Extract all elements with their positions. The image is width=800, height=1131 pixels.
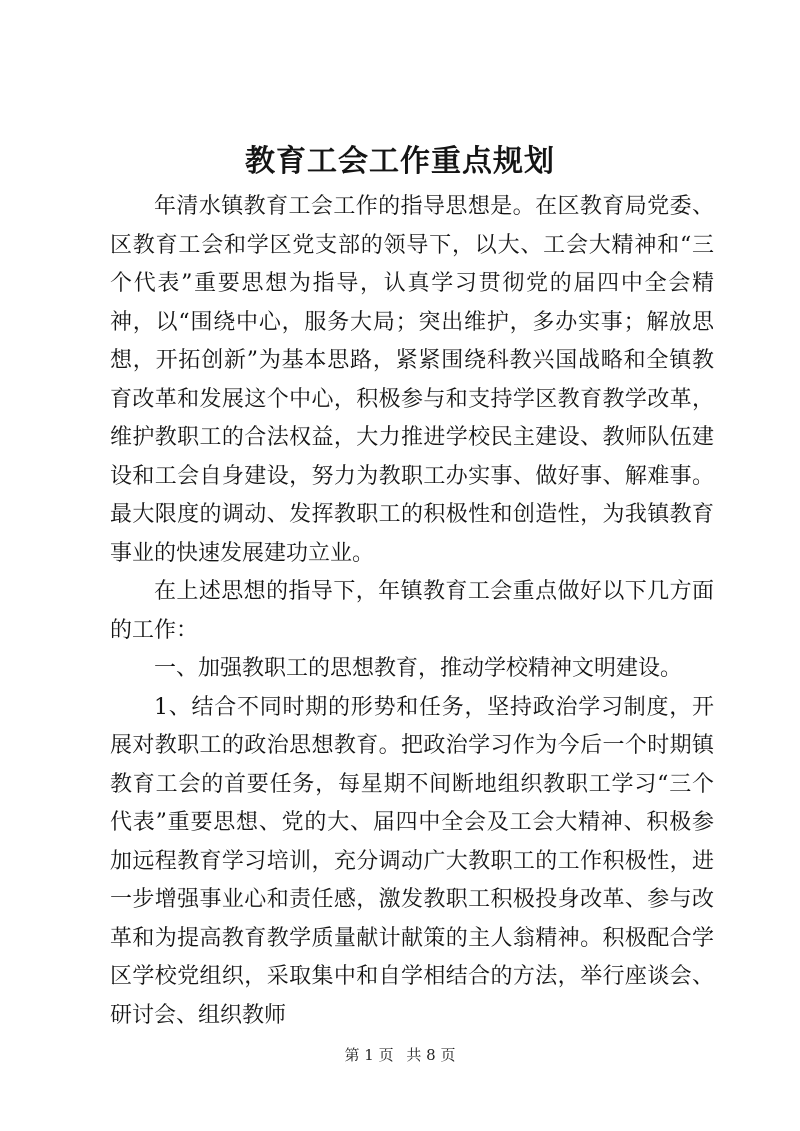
page-total: 共 8 页 [406,1046,456,1064]
page-footer [0,1045,800,1065]
paragraph-work-intro: 在上述思想的指导下，年镇教育工会重点做好以下几方面的工作： [110,579,714,643]
paragraph-guiding-ideology: 年清水镇教育工会工作的指导思想是。在区教育局党委、区教育工会和学区党支部的领导下，以大、工会大精神和“三个代表”重要思想为指导，认真学习贯彻党的届四中全会精神，以“围绕中心，服务大局；突出维护，多办实事；解放思想，开拓创新”为基本思路，紧紧围绕科教兴国战略和全镇教育改革和发展这个中心，积极参与和支持学区教育教学改革，维护教职工的合法权益，大力推进学校民主建设、教师队伍建设和工会自身建设，努力为教职工办实事、做好事、解难事。最大限度的调动、发挥教职工的积极性和创造性，为我镇教育事业的快速发展建功立业。 [110,194,714,566]
paragraph-item-1: 1、结合不同时期的形势和任务，坚持政治学习制度，开展对教职工的政治思想教育。把政治学习作为今后一个时期镇教育工会的首要任务，每星期不间断地组织教职工学习“三个代表”重要思想、党的大、届四中全会及工会大精神、积极参加远程教育学习培训，充分调动广大教职工的工作积极性，进一步增强事业心和责任感，激发教职工积极投身改革、参与改革和为提高教育教学质量献计献策的主人翁精神。积极配合学区学校党组织，采取集中和自学相结合的方法，举行座谈会、研讨会、组织教师 [110,694,714,1028]
page-number: 第 1 页 [344,1046,394,1064]
document-title: 教育工会工作重点规划 [245,144,555,179]
section-heading-1: 一、加强教职工的思想教育，推动学校精神文明建设。 [154,656,683,681]
document-body [110,188,714,1035]
